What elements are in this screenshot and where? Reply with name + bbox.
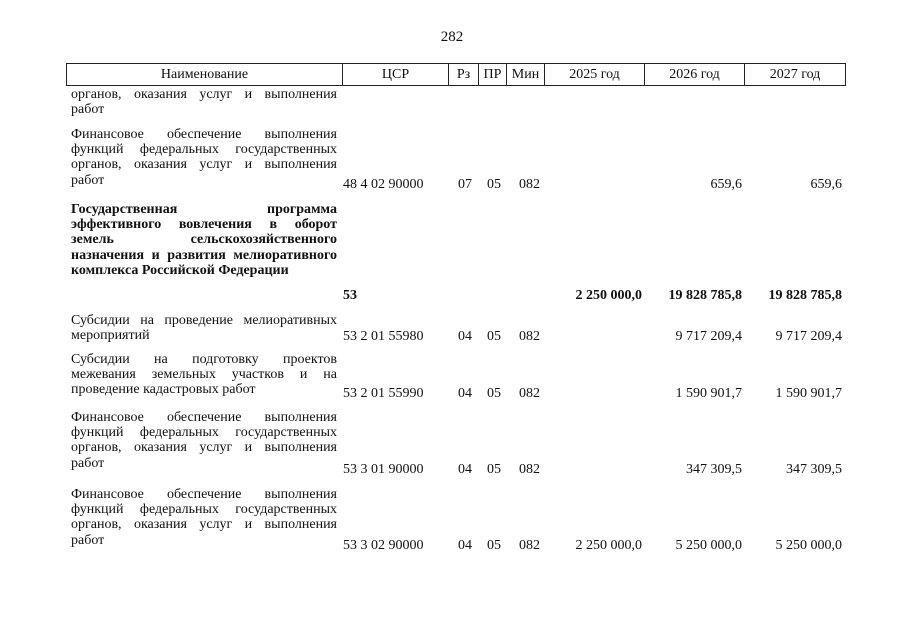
- row-2026: 1 590 901,7: [675, 386, 742, 401]
- row-2026: 659,6: [710, 177, 742, 192]
- row-2026: 347 309,5: [686, 462, 742, 477]
- row-min: 082: [519, 386, 540, 401]
- header-2025: 2025 год: [545, 64, 645, 85]
- row-csr: 53 2 01 55990: [343, 386, 424, 401]
- row-2027: 1 590 901,7: [775, 386, 842, 401]
- row-csr: 53 3 01 90000: [343, 462, 424, 477]
- row-csr: 48 4 02 90000: [343, 177, 424, 192]
- header-min: Мин: [507, 64, 545, 85]
- row-name: органов, оказания услуг и выполнения работ: [71, 87, 337, 118]
- header-rz: Рз: [449, 64, 479, 85]
- row-rz: 04: [458, 386, 472, 401]
- row-csr: 53: [343, 288, 357, 303]
- table-row: [0, 202, 904, 304]
- row-2027: 9 717 209,4: [775, 329, 842, 344]
- row-name: Финансовое обеспечение выполнения функций федеральных государственных органов, оказания услуг и выполнения работ: [71, 127, 337, 188]
- row-pr: 05: [487, 462, 501, 477]
- table-row: [0, 487, 904, 554]
- row-2027: 19 828 785,8: [768, 288, 842, 303]
- row-name: Субсидии на проведение мелиоративных мероприятий: [71, 313, 337, 344]
- row-rz: 04: [458, 329, 472, 344]
- table-row: [0, 410, 904, 478]
- row-min: 082: [519, 329, 540, 344]
- table-row: [0, 87, 904, 120]
- table-row: [0, 127, 904, 193]
- row-2027: 347 309,5: [786, 462, 842, 477]
- row-pr: 05: [487, 386, 501, 401]
- row-pr: 05: [487, 177, 501, 192]
- row-name: Субсидии на подготовку проектов межевания земельных участков и на проведение кадастровых работ: [71, 352, 337, 398]
- row-pr: 05: [487, 538, 501, 553]
- table-row: [0, 313, 904, 345]
- table-row: [0, 352, 904, 402]
- row-rz: 04: [458, 538, 472, 553]
- row-2027: 5 250 000,0: [775, 538, 842, 553]
- header-2026: 2026 год: [645, 64, 745, 85]
- row-min: 082: [519, 462, 540, 477]
- row-rz: 04: [458, 462, 472, 477]
- row-min: 082: [519, 538, 540, 553]
- row-name: Государственная программа эффективного вовлечения в оборот земель сельскохозяйственного назначения и развития мелиоративного комплекса Российской Федерации: [71, 202, 337, 278]
- row-2026: 19 828 785,8: [668, 288, 742, 303]
- row-csr: 53 3 02 90000: [343, 538, 424, 553]
- row-csr: 53 2 01 55980: [343, 329, 424, 344]
- row-pr: 05: [487, 329, 501, 344]
- page-number: 282: [440, 29, 464, 45]
- table-header: [66, 63, 846, 86]
- row-min: 082: [519, 177, 540, 192]
- header-csr: ЦСР: [343, 64, 449, 85]
- row-2027: 659,6: [810, 177, 842, 192]
- header-name: Наименование: [67, 64, 343, 85]
- header-2027: 2027 год: [769, 67, 821, 82]
- row-2025: 2 250 000,0: [575, 538, 642, 553]
- row-2026: 5 250 000,0: [675, 538, 742, 553]
- row-rz: 07: [458, 177, 472, 192]
- row-name: Финансовое обеспечение выполнения функций федеральных государственных органов, оказания услуг и выполнения работ: [71, 487, 337, 548]
- row-2026: 9 717 209,4: [675, 329, 742, 344]
- row-2025: 2 250 000,0: [575, 288, 642, 303]
- row-name: Финансовое обеспечение выполнения функций федеральных государственных органов, оказания услуг и выполнения работ: [71, 410, 337, 471]
- header-pr: ПР: [479, 64, 507, 85]
